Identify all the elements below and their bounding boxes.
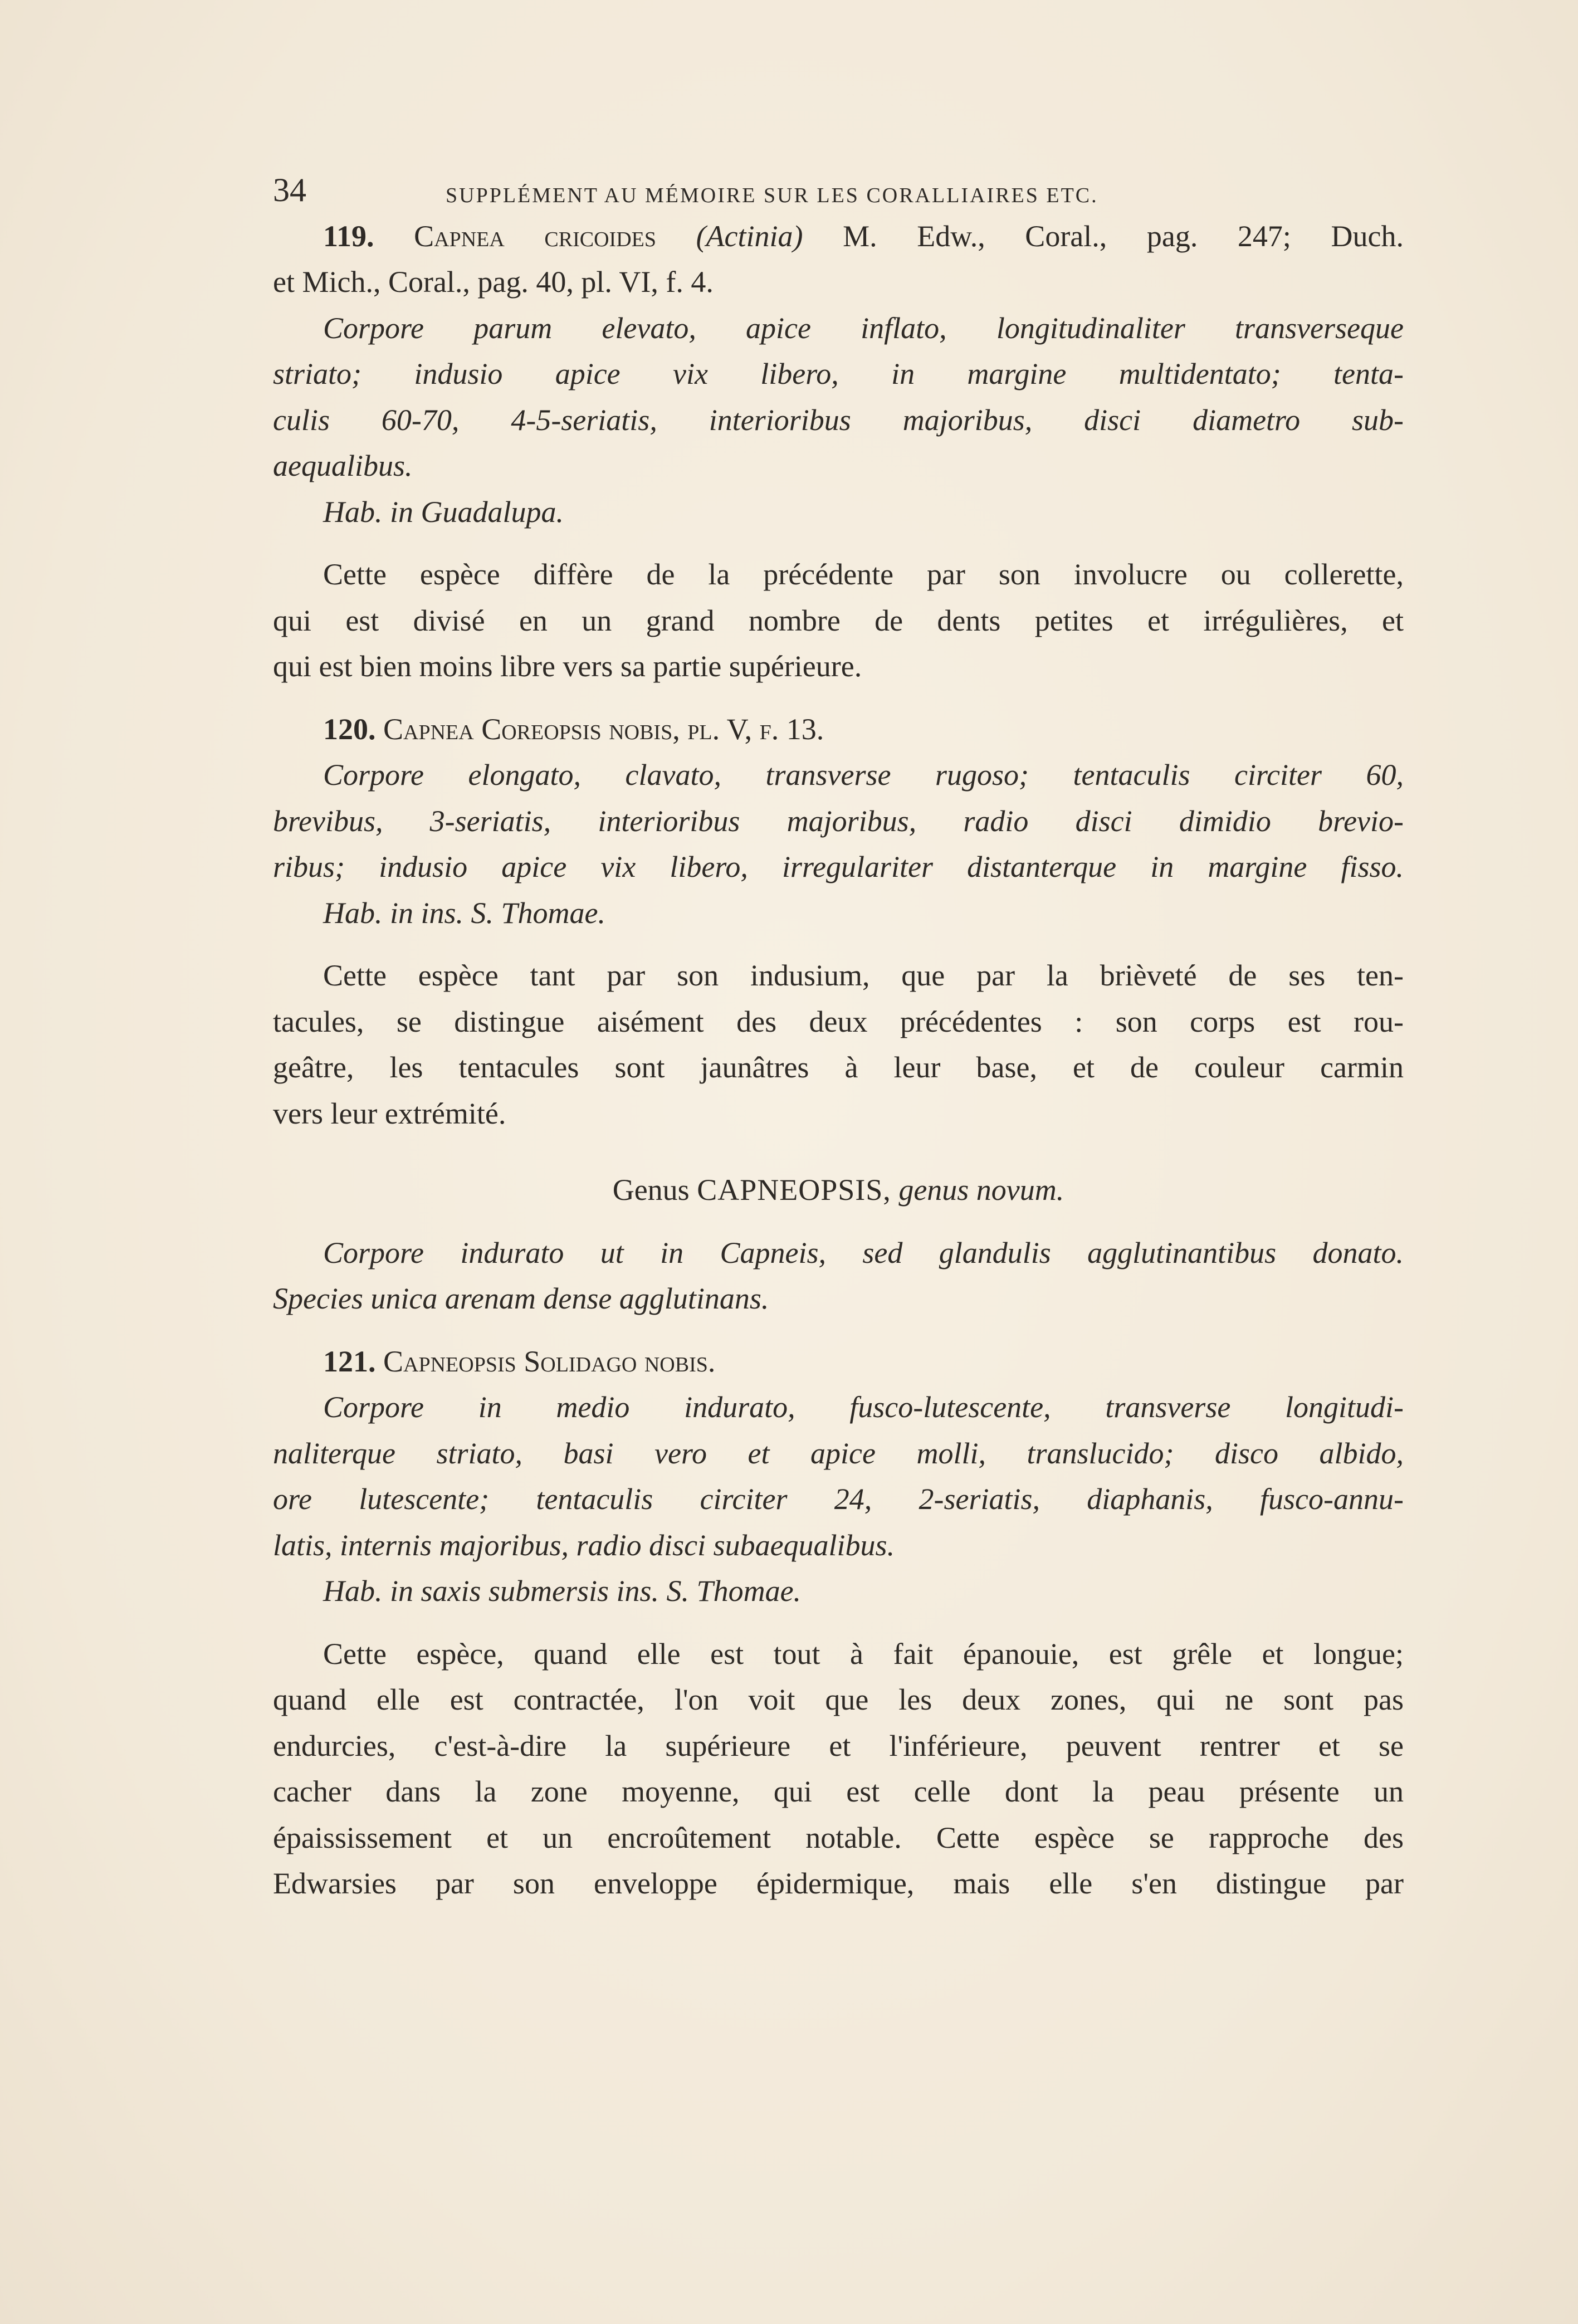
- french-line: qui est bien moins libre vers sa partie supérieure.: [273, 650, 862, 683]
- synonym: (Actinia): [696, 219, 803, 253]
- entry-121-heading: [273, 1339, 1404, 1385]
- genus-suffix: genus novum.: [898, 1173, 1064, 1207]
- latin-line: ore lutescente; tentaculis circiter 24, 2-seriatis, diaphanis, fusco-annu-: [273, 1482, 1404, 1516]
- latin-line: brevibus, 3-seriatis, interioribus majoribus, radio disci dimidio brevio-: [273, 804, 1404, 838]
- french-line: tacules, se distingue aisément des deux précédentes : son corps est rou-: [273, 1004, 1404, 1038]
- species-name: Capneopsis Solidago nobis.: [383, 1344, 716, 1378]
- french-line: vers leur extrémité.: [273, 1096, 506, 1130]
- french-line: geâtre, les tentacules sont jaunâtres à leur base, et de couleur carmin: [273, 1051, 1404, 1084]
- french-line: Cette espèce diffère de la précédente par son involucre ou collerette,: [323, 558, 1404, 591]
- page-header: [273, 167, 1404, 213]
- french-line: épaississement et un encroûtement notable. Cette espèce se rapproche des: [273, 1820, 1404, 1854]
- entry-number: 120.: [323, 712, 376, 746]
- latin-line: Corpore in medio indurato, fusco-lutescente, transverse longitudi-: [323, 1390, 1404, 1424]
- species-name: Capnea cricoides: [414, 219, 656, 253]
- entry-number: 119.: [323, 219, 374, 253]
- latin-line: culis 60-70, 4-5-seriatis, interioribus majoribus, disci diametro sub-: [273, 403, 1404, 437]
- page-text: [273, 167, 1404, 1907]
- latin-line: striato; indusio apice vix libero, in margine multidentato; tenta-: [273, 357, 1404, 390]
- species-name: Capnea Coreopsis nobis, pl. V, f. 13.: [383, 712, 824, 746]
- latin-line: naliterque striato, basi vero et apice molli, translucido; disco albido,: [273, 1436, 1404, 1470]
- latin-line: Corpore elongato, clavato, transverse rugoso; tentaculis circiter 60,: [323, 758, 1404, 792]
- genus-description-line: Species unica arenam dense agglutinans.: [273, 1282, 769, 1315]
- latin-line: ribus; indusio apice vix libero, irregulariter distanterque in margine fisso.: [273, 850, 1404, 883]
- french-line: endurcies, c'est-à-dire la supérieure et l'inférieure, peuvent rentrer et se: [273, 1729, 1404, 1762]
- genus-name: CAPNEOPSIS,: [697, 1173, 891, 1207]
- french-line: Edwarsies par son enveloppe épidermique, mais elle s'en distingue par: [273, 1867, 1404, 1900]
- french-line: qui est divisé en un grand nombre de dents petites et irrégulières, et: [273, 603, 1404, 637]
- habitat: Hab. in Guadalupa.: [323, 495, 564, 529]
- genus-description-line: Corpore indurato ut in Capneis, sed glandulis agglutinantibus donato.: [323, 1236, 1404, 1270]
- latin-line: Corpore parum elevato, apice inflato, longitudinaliter transverseque: [323, 311, 1404, 345]
- genus-label: Genus: [612, 1173, 690, 1207]
- french-line: Cette espèce tant par son indusium, que par la brièveté de ses ten-: [323, 959, 1404, 992]
- latin-line: latis, internis majoribus, radio disci subaequalibus.: [273, 1528, 895, 1562]
- french-line: Cette espèce, quand elle est tout à fait épanouie, est grêle et longue;: [323, 1637, 1404, 1671]
- citation-line: et Mich., Coral., pag. 40, pl. VI, f. 4.: [273, 265, 714, 299]
- french-line: quand elle est contractée, l'on voit que les deux zones, qui ne sont pas: [273, 1683, 1404, 1716]
- latin-line: aequalibus.: [273, 449, 413, 482]
- page-number: 34: [273, 172, 306, 208]
- entry-119-heading: [273, 213, 1404, 260]
- habitat: Hab. in ins. S. Thomae.: [323, 896, 606, 930]
- entry-number: 121.: [323, 1344, 376, 1378]
- genus-heading: [273, 1167, 1404, 1213]
- habitat: Hab. in saxis submersis ins. S. Thomae.: [323, 1574, 802, 1608]
- citation: M. Edw., Coral., pag. 247; Duch.: [843, 219, 1404, 253]
- running-title: SUPPLÉMENT AU MÉMOIRE SUR LES CORALLIAIRES ETC.: [446, 184, 1098, 207]
- entry-120-heading: [273, 706, 1404, 753]
- french-line: cacher dans la zone moyenne, qui est celle dont la peau présente un: [273, 1775, 1404, 1808]
